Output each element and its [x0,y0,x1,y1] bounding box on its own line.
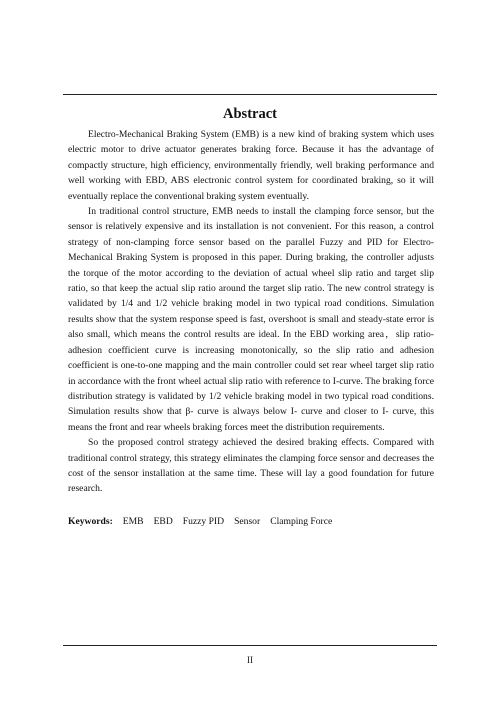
abstract-title: Abstract [223,106,277,122]
header-rule [63,94,437,95]
keyword-item: Fuzzy PID [182,515,225,527]
abstract-body [68,127,434,529]
abstract-paragraph: In traditional control structure, EMB needs to install the clamping force sensor, but the sensor is relatively expensive and its installation is not convenient. For this reason, a control strategy of non-clamping force sensor based on the parallel Fuzzy and PID for Electro-Mechanical Braking System is proposed in this paper. During braking, the controller adjusts the torque of the motor according to the deviation of actual wheel slip ratio and target slip ratio, so that keep the actual slip ratio around the target slip ratio. The new control strategy is validated by 1/4 and 1/2 vehicle braking model in two typical road conditions. Simulation results show that the system response speed is fast, overshoot is small and steady-state error is also small, which means the control results are ideal. In the EBD working area，slip ratio-adhesion coefficient curve is increasing monotonically, so the slip ratio and adhesion coefficient is one-to-one mapping and the main controller could set rear wheel target slip ratio in accordance with the front wheel actual slip ratio with reference to I-curve. The braking force distribution strategy is validated by 1/2 vehicle braking model in two typical road conditions. Simulation results show that β- curve is always below I- curve and closer to I- curve, this means the front and rear wheels braking forces meet the distribution requirements. [68,206,434,433]
keywords-label: Keywords: [68,515,113,527]
keyword-item: EBD [153,515,173,527]
keywords-line [68,514,434,529]
abstract-paragraph: Electro-Mechanical Braking System (EMB) is a new kind of braking system which uses electric motor to drive actuator generates braking force. Because it has the advantage of compactly structure, high efficiency, environmentally friendly, well braking performance and well working with EBD, ABS electronic control system for coordinated braking, so it will eventually replace the conventional braking system eventually. [68,129,434,202]
page-number: II [247,655,253,665]
keyword-item: EMB [122,515,144,527]
abstract-paragraph: So the proposed control strategy achieved the desired braking effects. Compared with traditional control strategy, this strategy eliminates the clamping force sensor and decreases the cost of the sensor installation at the same time. These will lay a good foundation for future research. [68,437,434,495]
keyword-item: Sensor [234,515,261,527]
footer-rule [63,645,437,646]
keyword-item: Clamping Force [270,515,333,527]
